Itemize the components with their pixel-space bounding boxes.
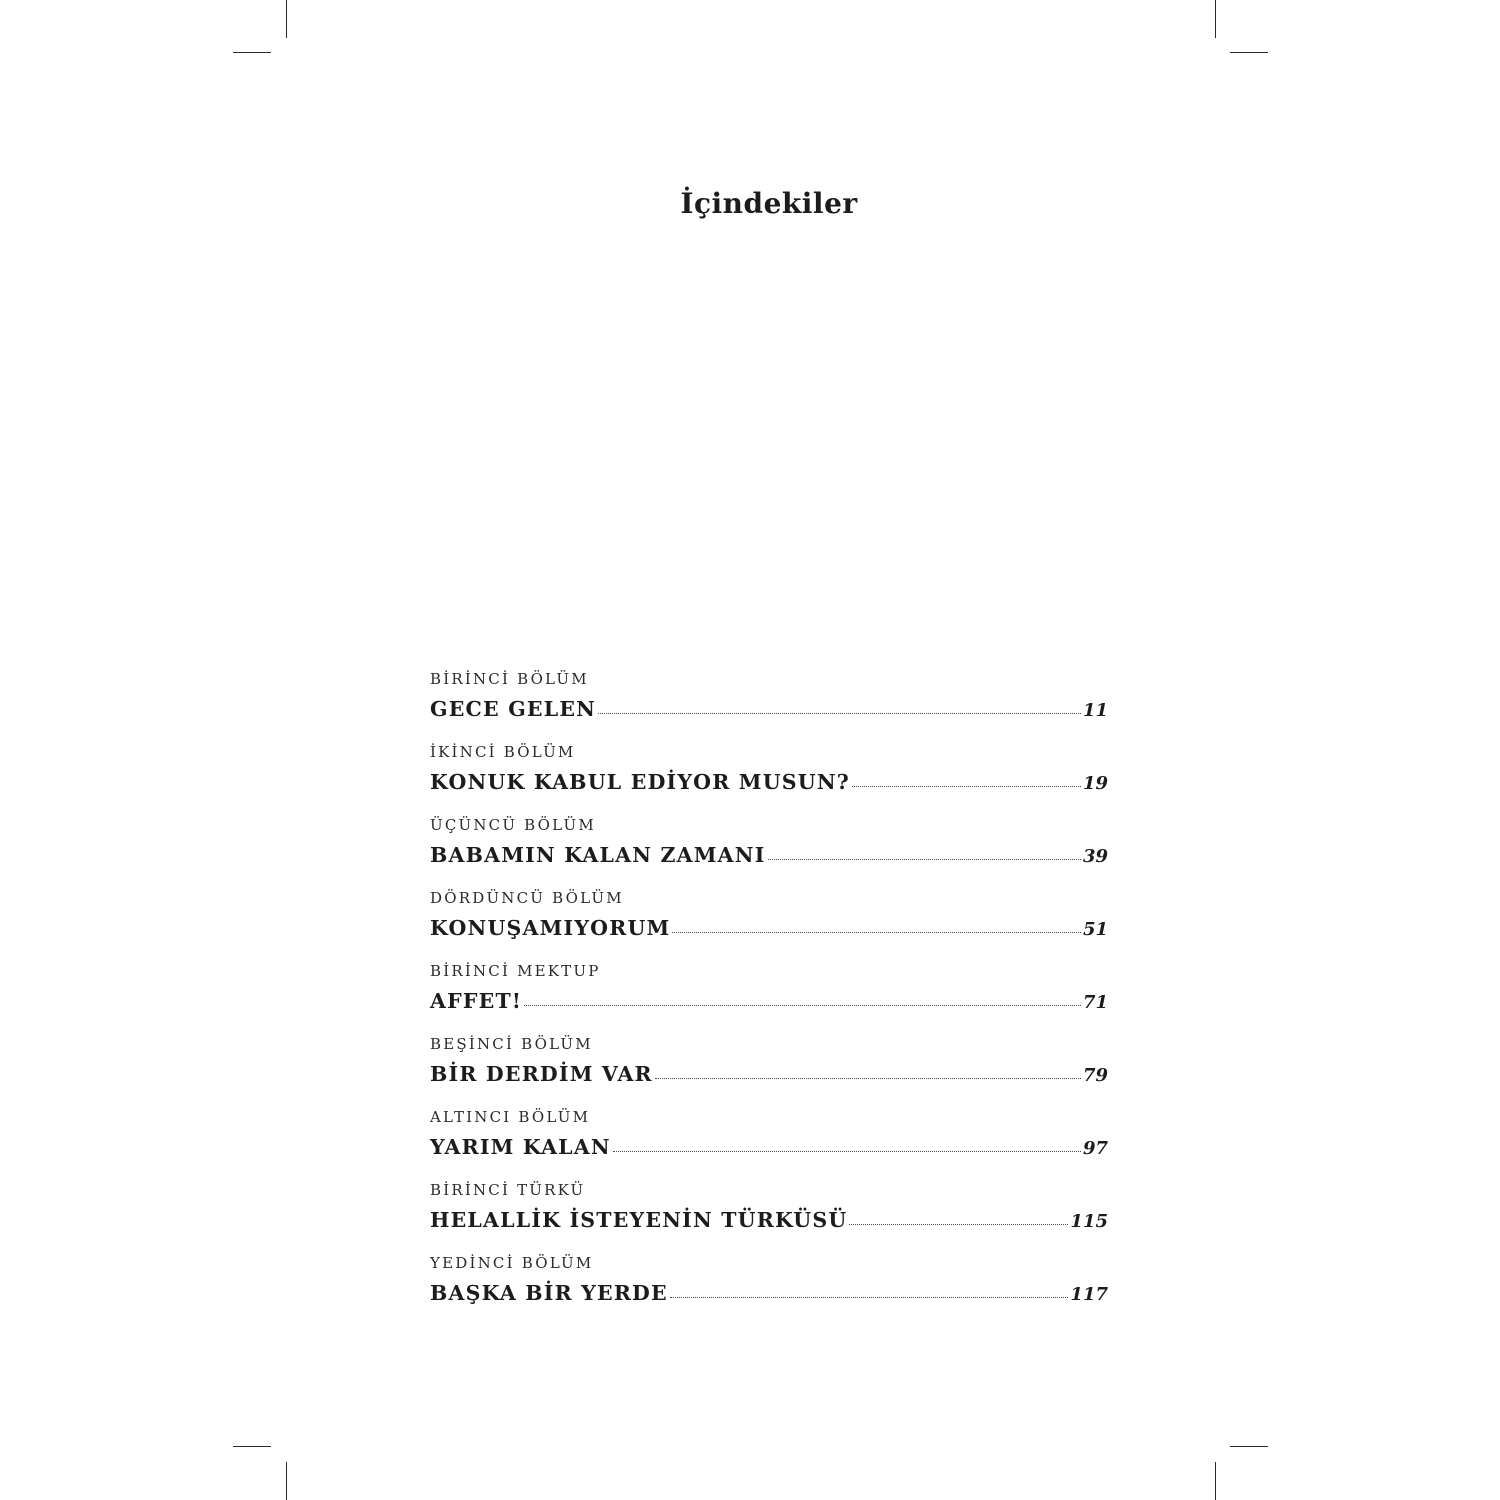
- page-title: İçindekiler: [680, 187, 858, 220]
- crop-mark-bottom-right-vertical: [1215, 1462, 1216, 1500]
- page-number: 39: [1082, 846, 1108, 867]
- entry-line: [430, 843, 1108, 867]
- page-number: 79: [1082, 1065, 1108, 1086]
- chapter-title: HELALLİK İSTEYENİN TÜRKÜSÜ: [430, 1208, 848, 1232]
- entry-line: [430, 1062, 1108, 1086]
- chapter-title: AFFET!: [430, 989, 523, 1013]
- dot-leader: [613, 1150, 1081, 1152]
- chapter-title: GECE GELEN: [430, 697, 597, 721]
- dot-leader: [852, 785, 1081, 787]
- entry-line: [430, 1208, 1108, 1232]
- crop-mark-bottom-left-vertical: [286, 1462, 287, 1500]
- toc-entry: [430, 664, 1108, 737]
- crop-mark-top-right-vertical: [1215, 0, 1216, 38]
- page-number: 97: [1082, 1138, 1108, 1159]
- section-label: BİRİNCİ TÜRKÜ: [430, 1181, 586, 1199]
- crop-mark-bottom-left-horizontal: [233, 1446, 271, 1447]
- crop-mark-top-right-horizontal: [1230, 52, 1268, 53]
- chapter-title: BABAMIN KALAN ZAMANI: [430, 843, 766, 867]
- crop-mark-top-left-vertical: [286, 0, 287, 38]
- section-label: BİRİNCİ BÖLÜM: [430, 670, 589, 688]
- section-label: DÖRDÜNCÜ BÖLÜM: [430, 889, 624, 907]
- chapter-title: BAŞKA BİR YERDE: [430, 1281, 668, 1305]
- entry-line: [430, 1135, 1108, 1159]
- chapter-title: KONUK KABUL EDİYOR MUSUN?: [430, 770, 851, 794]
- toc-entry: [430, 883, 1108, 956]
- chapter-title: BİR DERDİM VAR: [430, 1062, 653, 1086]
- crop-mark-bottom-right-horizontal: [1230, 1446, 1268, 1447]
- entry-line: [430, 697, 1108, 721]
- entry-line: [430, 770, 1108, 794]
- entry-line: [430, 989, 1108, 1013]
- section-label: ALTINCI BÖLÜM: [430, 1108, 591, 1126]
- toc-entry: [430, 737, 1108, 810]
- dot-leader: [768, 858, 1081, 860]
- section-label: ÜÇÜNCÜ BÖLÜM: [430, 816, 596, 834]
- page-number: 71: [1082, 992, 1108, 1013]
- section-label: BİRİNCİ MEKTUP: [430, 962, 601, 980]
- section-label: İKİNCİ BÖLÜM: [430, 743, 576, 761]
- page-number: 19: [1082, 773, 1108, 794]
- toc-entry: [430, 1029, 1108, 1102]
- toc-entry: [430, 1102, 1108, 1175]
- page-number: 117: [1070, 1284, 1108, 1305]
- toc-entry: [430, 1175, 1108, 1248]
- dot-leader: [849, 1223, 1068, 1225]
- toc-entry: [430, 956, 1108, 1029]
- toc-entry: [430, 810, 1108, 883]
- entry-line: [430, 916, 1108, 940]
- dot-leader: [655, 1077, 1081, 1079]
- entry-line: [430, 1281, 1108, 1305]
- chapter-title: KONUŞAMIYORUM: [430, 916, 671, 940]
- table-of-contents: [430, 664, 1108, 1321]
- toc-entry: [430, 1248, 1108, 1321]
- dot-leader: [672, 931, 1081, 933]
- section-label: BEŞİNCİ BÖLÜM: [430, 1035, 593, 1053]
- page-number: 11: [1082, 700, 1108, 721]
- chapter-title: YARIM KALAN: [430, 1135, 611, 1159]
- section-label: YEDİNCİ BÖLÜM: [430, 1254, 594, 1272]
- dot-leader: [524, 1004, 1081, 1006]
- dot-leader: [670, 1296, 1069, 1298]
- dot-leader: [598, 712, 1081, 714]
- page-number: 115: [1070, 1211, 1108, 1232]
- crop-mark-top-left-horizontal: [233, 52, 271, 53]
- page-number: 51: [1082, 919, 1108, 940]
